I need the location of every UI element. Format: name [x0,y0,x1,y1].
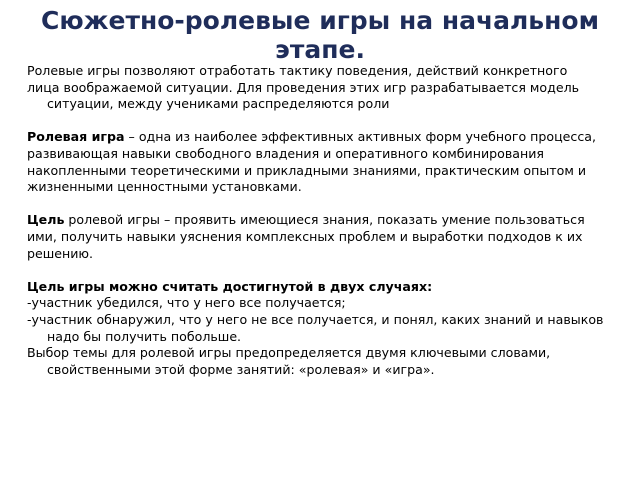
text-line [27,279,610,296]
paragraph-gap [27,113,610,130]
text-line [27,129,610,146]
text-line: Ролевые игры позволяют отработать тактику поведения, действий конкретного [27,63,568,78]
slide-body [27,63,610,378]
text-line: ими, получить навыки уяснения комплексных проблем и выработки подходов к их [27,228,583,244]
paragraph-gap [27,196,610,213]
term-role-play: Ролевая игра [27,129,125,145]
term-goal: Цель [27,212,65,228]
text-line: Выбор темы для ролевой игры предопределяется двумя ключевыми словами, свойственными этой форме занятий: «ролевая» и «игра». [27,345,551,377]
text-span: – одна из наиболее эффективных активных форм учебного процесса, [124,129,596,145]
list-item: -участник обнаружил, что у него не все получается, и понял, каких знаний и навыков надо бы получить побольше. [27,311,604,344]
text-line: накопленными теоретическими и прикладными знаниями, практическим опытом и [27,162,587,178]
text-line [27,212,610,229]
list-item: -участник убедился, что у него все получается; [27,295,346,311]
paragraph-gap [27,262,610,279]
text-line: решению. [27,245,94,261]
slide-title: Сюжетно-ролевые игры на начальном этапе. [40,6,600,64]
text-line: развивающая навыки свободного владения и оперативного комбинирования [27,145,544,161]
text-line: лица воображаемой ситуации. Для проведения этих игр разрабатывается модель ситуации, между учениками распределяются роли [27,79,580,112]
text-span: ролевой игры – проявить имеющиеся знания, показать умение пользоваться [64,212,585,228]
text-line: жизненными ценностными установками. [27,179,302,195]
goal-heading: Цель игры можно считать достигнутой в двух случаях: [27,278,433,294]
